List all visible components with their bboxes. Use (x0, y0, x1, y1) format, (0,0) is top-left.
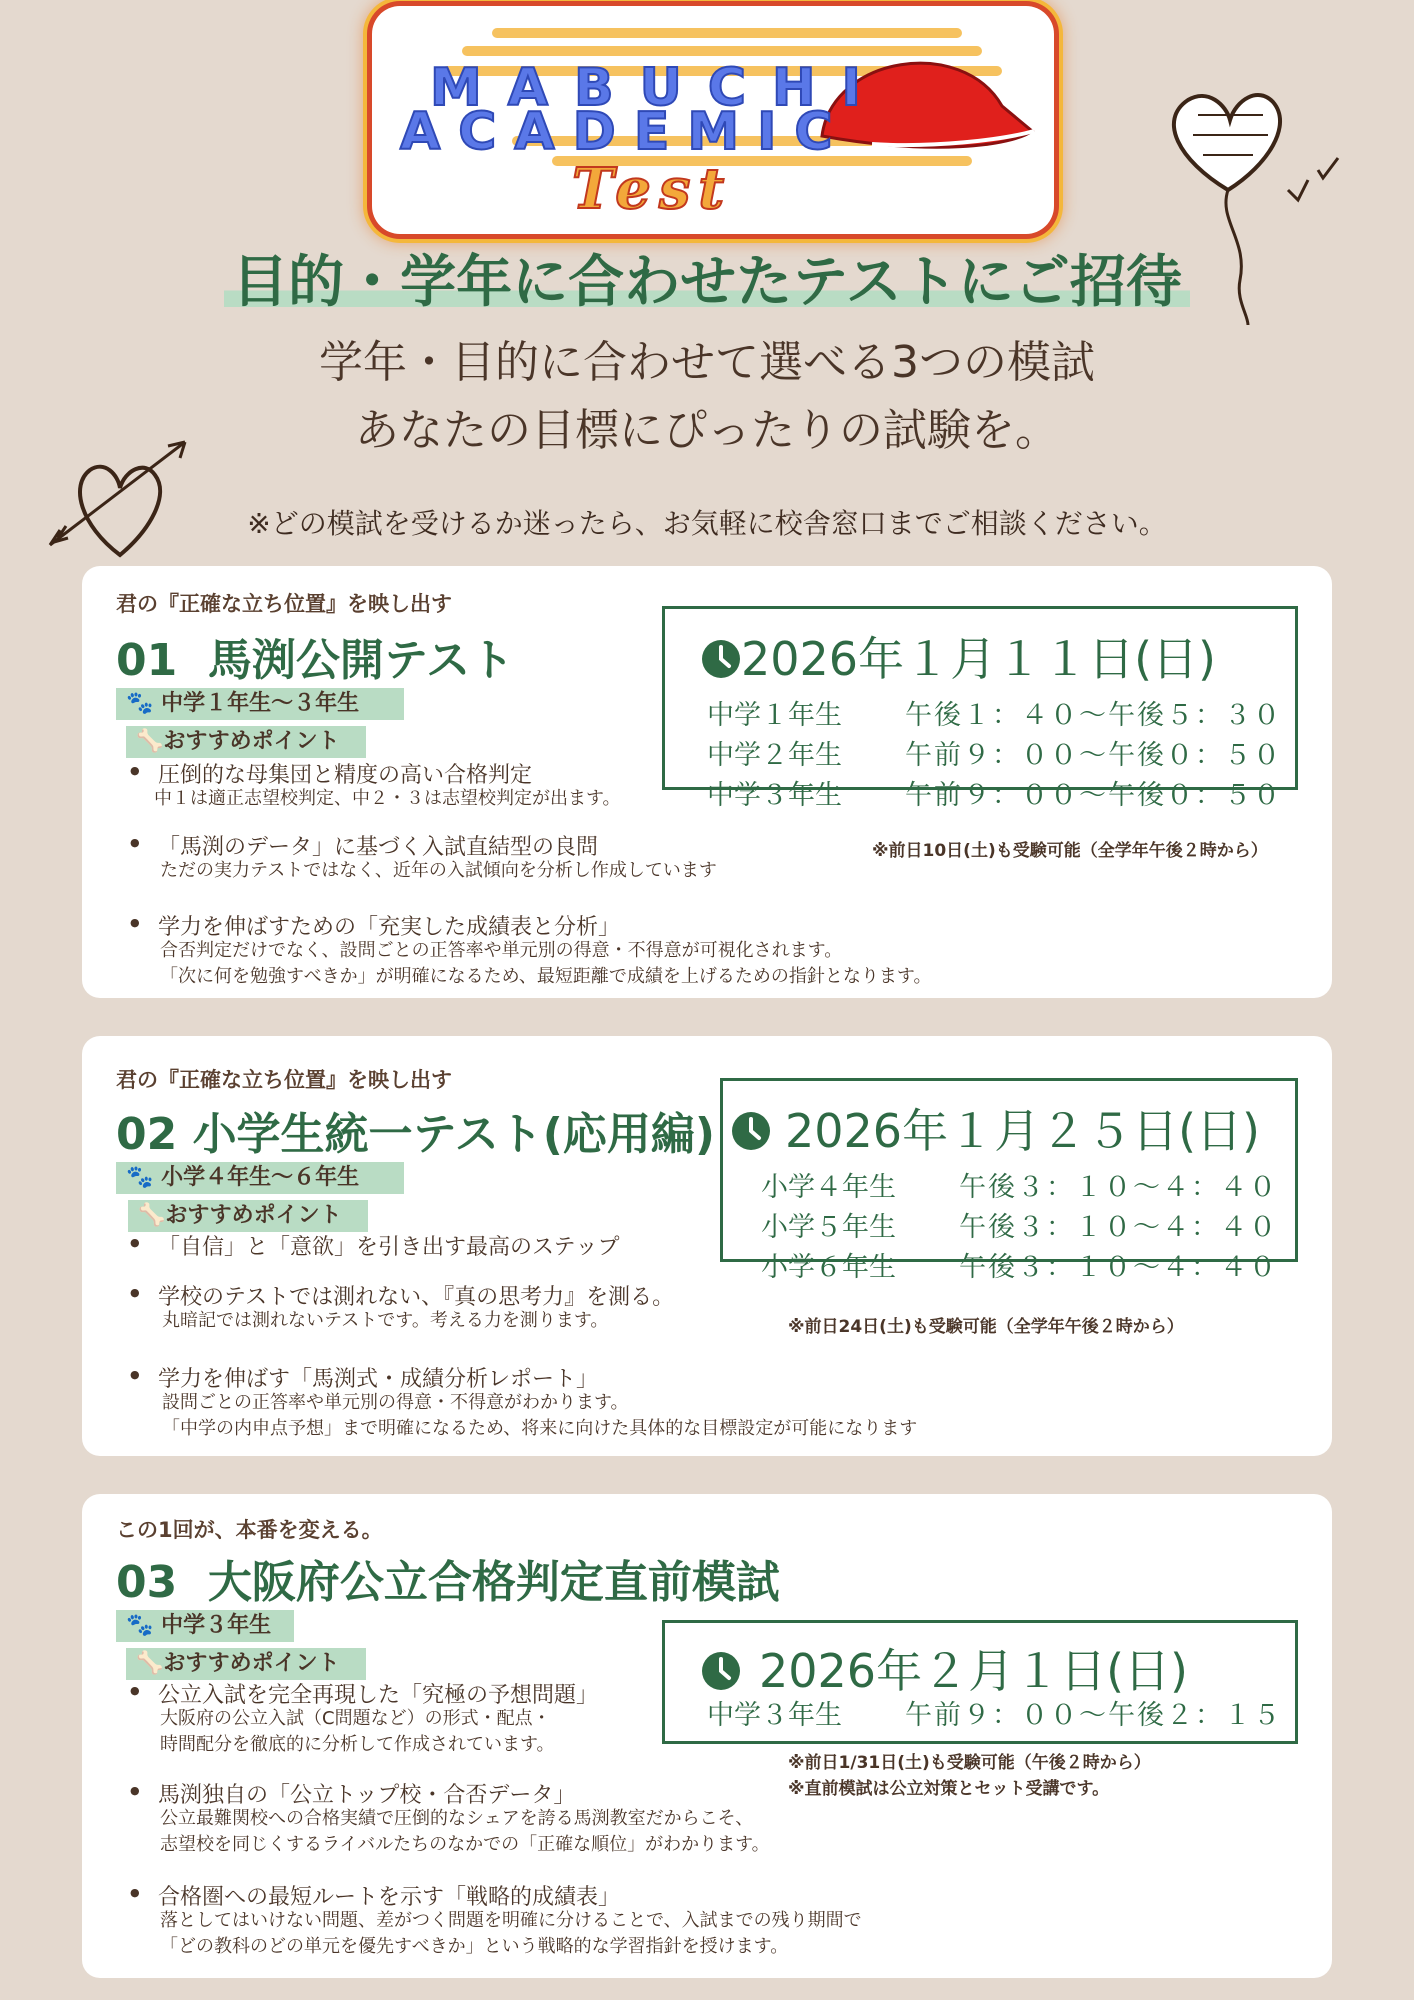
schedule-note: ※前日10日(土)も受験可能（全学年午後２時から） (872, 841, 1268, 861)
clock-icon (701, 1651, 741, 1691)
point-tag: 🦴おすすめポイント (128, 1200, 368, 1232)
test-name: 馬渕公開テスト (207, 635, 515, 686)
logo-text-academic: ACADEMIC (400, 102, 851, 162)
test-name: 大阪府公立合格判定直前模試 (207, 1557, 780, 1608)
test-number: 01 (116, 635, 178, 686)
test-number: 02 (116, 1109, 178, 1160)
paw-icon: 🐾 (126, 1165, 154, 1190)
bone-icon: 🦴 (136, 729, 164, 754)
test-card-02 (82, 1036, 1332, 1456)
point-desc: 設問ごとの正答率や単元別の得意・不得意がわかります。 (162, 1392, 629, 1413)
point-desc: 丸暗記では測れないテストです。考える力を測ります。 (162, 1310, 609, 1331)
schedule-box (662, 1620, 1298, 1744)
grade-tag: 🐾 中学１年生～３年生 (116, 688, 404, 720)
test-name: 小学生統一テスト(応用編) (192, 1109, 716, 1160)
point-title: ● 公立入試を完全再現した「究極の予想問題」 (158, 1678, 598, 1709)
schedule-grade: 中学１年生 (707, 700, 842, 731)
point-title: ● 馬渕独自の「公立トップ校・合否データ」 (158, 1778, 575, 1809)
point-desc: 公立最難関校への合格実績で圧倒的なシェアを誇る馬渕教室だからこそ、 (160, 1808, 754, 1829)
clock-icon (731, 1111, 771, 1151)
schedule-time: 午前９：００～午後０：５０ (905, 740, 1282, 771)
schedule-grade: 中学２年生 (707, 740, 842, 771)
grade-tag: 🐾 中学３年生 (116, 1610, 294, 1642)
page-title: 目的・学年に合わせたテストにご招待 (0, 238, 1414, 318)
point-desc: 「中学の内申点予想」まで明確になるため、将来に向けた具体的な目標設定が可能になります (162, 1418, 918, 1439)
test-card-03 (82, 1494, 1332, 1978)
consultation-note: ※どの模試を受けるか迷ったら、お気軽に校舎窓口までご相談ください。 (247, 507, 1167, 540)
card-title (116, 1546, 780, 1610)
clock-icon (701, 639, 741, 679)
schedule-time: 午後３：１０～４：４０ (959, 1252, 1278, 1283)
schedule-box (720, 1078, 1298, 1283)
point-desc: 合否判定だけでなく、設問ごとの正答率や単元別の得意・不得意が可視化されます。 (160, 940, 843, 961)
exam-date: 2026年２月１日(日) (701, 1635, 1188, 1701)
point-title: ● 学力を伸ばすための「充実した成績表と分析」 (158, 910, 620, 941)
point-desc: 中１は適正志望校判定、中２・３は志望校判定が出ます。 (154, 788, 621, 809)
mabuchi-logo (372, 6, 1054, 234)
point-title: ● 学校のテストでは測れない、『真の思考力』を測る。 (158, 1280, 674, 1311)
point-desc: 「どの教科のどの単元を優先すべきか」という戦略的な学習指針を授けます。 (160, 1936, 789, 1957)
schedule-grade: 小学５年生 (761, 1212, 896, 1243)
point-tag: 🦴おすすめポイント (126, 1648, 366, 1680)
schedule-time: 午後１：４０～午後５：３０ (905, 700, 1282, 731)
point-desc: 時間配分を徹底的に分析して作成されています。 (160, 1734, 555, 1755)
schedule-note: ※前日24日(土)も受験可能（全学年午後２時から） (788, 1317, 1184, 1337)
card-catchphrase: 君の『正確な立ち位置』を映し出す (116, 1068, 452, 1092)
paw-icon: 🐾 (126, 691, 154, 716)
test-card-01 (82, 566, 1332, 998)
schedule-note: ※前日1/31日(土)も受験可能（午後２時から） (788, 1753, 1151, 1773)
point-desc: 大阪府の公立入試（C問題など）の形式・配点・ (160, 1708, 551, 1729)
point-tag: 🦴おすすめポイント (126, 726, 366, 758)
bone-icon: 🦴 (138, 1203, 166, 1228)
schedule-grade: 小学４年生 (761, 1172, 896, 1203)
logo-text-mabuchi: MABUCHI (430, 58, 887, 118)
test-number: 03 (116, 1557, 178, 1608)
point-desc: 「次に何を勉強すべきか」が明確になるため、最短距離で成績を上げるための指針となります。 (160, 966, 932, 987)
point-title: ● 合格圏への最短ルートを示す「戦略的成績表」 (158, 1880, 620, 1911)
schedule-box (662, 606, 1298, 811)
schedule-note: ※直前模試は公立対策とセット受講です。 (788, 1779, 1110, 1799)
logo-text-test: Test (572, 156, 733, 222)
schedule-time: 午後３：１０～４：４０ (959, 1212, 1278, 1243)
schedule-time: 午後３：１０～４：４０ (959, 1172, 1278, 1203)
point-desc: 志望校を同じくするライバルたちのなかでの「正確な順位」がわかります。 (160, 1834, 770, 1855)
schedule-time: 午前９：００～午後２：１５ (905, 1700, 1282, 1731)
card-catchphrase: 君の『正確な立ち位置』を映し出す (116, 592, 452, 616)
card-title (116, 1098, 715, 1162)
schedule-grade: 中学３年生 (707, 1700, 842, 1731)
card-catchphrase: この1回が、本番を変える。 (116, 1518, 383, 1542)
schedule-time: 午前９：００～午後０：５０ (905, 780, 1282, 811)
schedule-grade: 小学６年生 (761, 1252, 896, 1283)
exam-date: 2026年１月２５日(日) (731, 1095, 1260, 1161)
exam-date: 2026年１月１１日(日) (701, 623, 1216, 689)
subtitle-line-1: 学年・目的に合わせて選べる3つの模試 (319, 337, 1095, 388)
grade-tag: 🐾 小学４年生～６年生 (116, 1162, 404, 1194)
point-title: ● 「自信」と「意欲」を引き出す最高のステップ (158, 1230, 620, 1261)
point-title: ● 「馬渕のデータ」に基づく入試直結型の良問 (158, 830, 598, 861)
card-title (116, 624, 514, 688)
bone-icon: 🦴 (136, 1651, 164, 1676)
point-title: ● 圧倒的な母集団と精度の高い合格判定 (158, 758, 532, 789)
point-desc: ただの実力テストではなく、近年の入試傾向を分析し作成しています (160, 860, 717, 881)
subtitle-line-2: あなたの目標にぴったりの試験を。 (355, 405, 1059, 456)
point-desc: 落としてはいけない問題、差がつく問題を明確に分けることで、入試までの残り期間で (160, 1910, 862, 1931)
schedule-grade: 中学３年生 (707, 780, 842, 811)
paw-icon: 🐾 (126, 1613, 154, 1638)
point-title: ● 学力を伸ばす「馬渕式・成績分析レポート」 (158, 1362, 598, 1393)
